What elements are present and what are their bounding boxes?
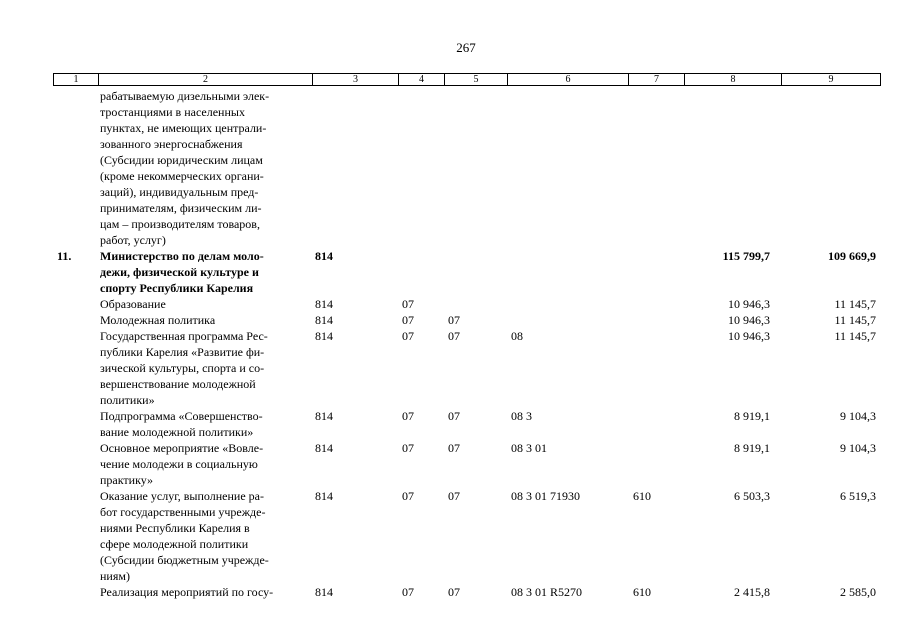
budget-table-body	[53, 88, 880, 600]
subsection-code: 07	[448, 489, 460, 503]
section-code: 07	[402, 297, 414, 311]
item-name-line: зованного энергоснабжения	[100, 137, 243, 151]
admin-code: 814	[315, 409, 333, 423]
table-row	[53, 328, 880, 408]
admin-code: 814	[315, 313, 333, 327]
item-name-line: ниями Республики Карелия в	[100, 521, 250, 535]
subsection-code: 07	[448, 585, 460, 599]
amount-year-1: 10 946,3	[728, 329, 770, 343]
column-header-7: 7	[629, 74, 685, 86]
table-row	[53, 488, 880, 584]
amount-year-2: 11 145,7	[834, 297, 876, 311]
amount-year-2: 2 585,0	[840, 585, 876, 599]
item-name-line: Образование	[100, 297, 166, 311]
subsection-code: 07	[448, 409, 460, 423]
item-name-line: (кроме некоммерческих органи-	[100, 169, 264, 183]
item-name-line: зической культуры, спорта и со-	[100, 361, 265, 375]
expense-type-code: 610	[633, 489, 651, 503]
item-name	[100, 312, 310, 328]
item-name	[100, 408, 310, 440]
amount-year-2: 11 145,7	[834, 329, 876, 343]
item-name-line: принимателям, физическим ли-	[100, 201, 262, 215]
column-header-4: 4	[399, 74, 445, 86]
target-article-code: 08 3	[511, 409, 532, 423]
item-name-line: цам – производителям товаров,	[100, 217, 260, 231]
section-code: 07	[402, 313, 414, 327]
amount-year-2: 9 104,3	[840, 409, 876, 423]
item-name-line: вание молодежной политики»	[100, 425, 254, 439]
row-number: 11.	[57, 249, 72, 263]
admin-code: 814	[315, 585, 333, 599]
item-name	[100, 584, 310, 600]
amount-year-1: 10 946,3	[728, 297, 770, 311]
table-row	[53, 312, 880, 328]
admin-code: 814	[315, 489, 333, 503]
target-article-code: 08 3 01 71930	[511, 489, 580, 503]
amount-year-2: 6 519,3	[840, 489, 876, 503]
item-name-line: заций), индивидуальным пред-	[100, 185, 259, 199]
item-name-line: Государственная программа Рес-	[100, 329, 268, 343]
column-header-9: 9	[782, 74, 881, 86]
admin-code: 814	[315, 297, 333, 311]
table-row	[53, 440, 880, 488]
item-name	[100, 440, 310, 488]
item-name-line: рабатываемую дизельными элек-	[100, 89, 270, 103]
admin-code: 814	[315, 249, 333, 263]
amount-year-1: 6 503,3	[734, 489, 770, 503]
target-article-code: 08	[511, 329, 523, 343]
item-name-line: Основное мероприятие «Вовле-	[100, 441, 264, 455]
amount-year-1: 115 799,7	[722, 249, 770, 263]
target-article-code: 08 3 01	[511, 441, 547, 455]
section-code: 07	[402, 409, 414, 423]
item-name-line: Подпрограмма «Совершенство-	[100, 409, 263, 423]
item-name-line: чение молодежи в социальную	[100, 457, 258, 471]
item-name-line: политики»	[100, 393, 155, 407]
target-article-code: 08 3 01 R5270	[511, 585, 583, 599]
subsection-code: 07	[448, 329, 460, 343]
section-code: 07	[402, 329, 414, 343]
section-code: 07	[402, 585, 414, 599]
item-name-line: сфере молодежной политики	[100, 537, 249, 551]
amount-year-1: 8 919,1	[734, 409, 770, 423]
item-name-line: ниям)	[100, 569, 130, 583]
table-row	[53, 88, 880, 248]
column-header-3: 3	[313, 74, 399, 86]
page-number: 267	[456, 40, 476, 55]
item-name-line: спорту Республики Карелия	[100, 281, 254, 295]
section-code: 07	[402, 441, 414, 455]
item-name-line: публики Карелия «Развитие фи-	[100, 345, 265, 359]
item-name	[100, 296, 310, 312]
item-name-line: практику»	[100, 473, 154, 487]
table-row	[53, 248, 880, 296]
amount-year-1: 10 946,3	[728, 313, 770, 327]
table-row	[53, 408, 880, 440]
column-header-5: 5	[445, 74, 508, 86]
item-name-line: (Субсидии бюджетным учрежде-	[100, 553, 269, 567]
column-header-6: 6	[508, 74, 629, 86]
item-name-line: пунктах, не имеющих централи-	[100, 121, 267, 135]
item-name-line: вершенствование молодежной	[100, 377, 256, 391]
item-name-line: тростанциями в населенных	[100, 105, 245, 119]
admin-code: 814	[315, 329, 333, 343]
column-header-1: 1	[54, 74, 99, 86]
item-name-line: Оказание услуг, выполнение ра-	[100, 489, 264, 503]
item-name	[100, 488, 310, 584]
item-name-line: Министерство по делам моло-	[100, 249, 264, 263]
table-row	[53, 296, 880, 312]
amount-year-2: 109 669,9	[828, 249, 876, 263]
item-name-line: Реализация мероприятий по госу-	[100, 585, 274, 599]
item-name	[100, 88, 310, 248]
column-header-8: 8	[685, 74, 782, 86]
table-row	[53, 584, 880, 600]
item-name-line: работ, услуг)	[100, 233, 166, 247]
column-header-2: 2	[99, 74, 313, 86]
item-name-line: Молодежная политика	[100, 313, 216, 327]
item-name-line: (Субсидии юридическим лицам	[100, 153, 263, 167]
admin-code: 814	[315, 441, 333, 455]
section-code: 07	[402, 489, 414, 503]
amount-year-2: 11 145,7	[834, 313, 876, 327]
amount-year-1: 8 919,1	[734, 441, 770, 455]
item-name	[100, 328, 310, 408]
amount-year-1: 2 415,8	[734, 585, 770, 599]
item-name-line: дежи, физической культуре и	[100, 265, 259, 279]
subsection-code: 07	[448, 441, 460, 455]
column-header-row	[54, 74, 881, 86]
amount-year-2: 9 104,3	[840, 441, 876, 455]
column-header-table	[53, 73, 881, 86]
item-name-line: бот государственными учрежде-	[100, 505, 266, 519]
expense-type-code: 610	[633, 585, 651, 599]
item-name	[100, 248, 310, 296]
subsection-code: 07	[448, 313, 460, 327]
